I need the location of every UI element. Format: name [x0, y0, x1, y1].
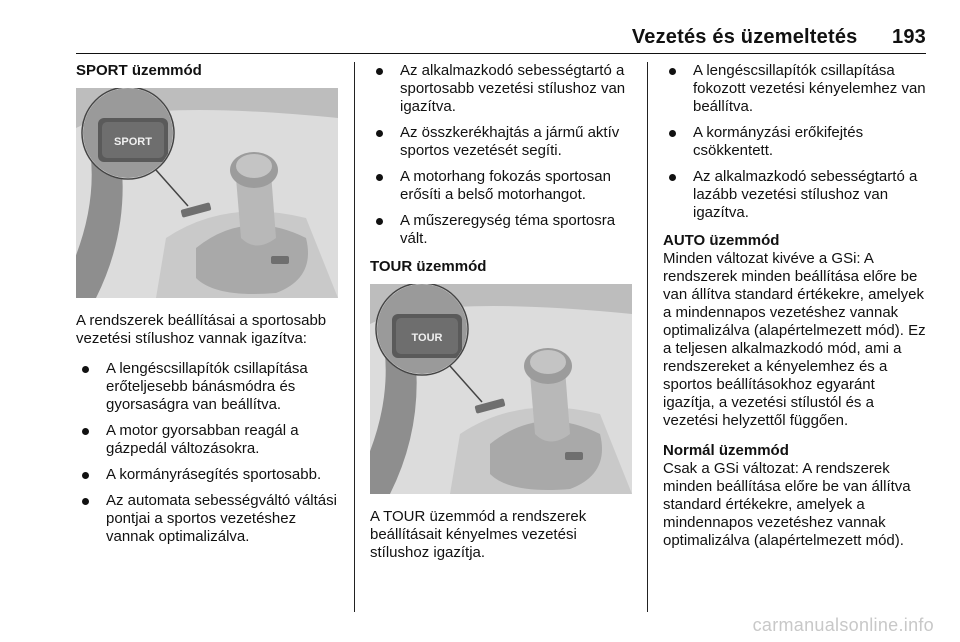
- sport-console-illustration: [76, 88, 338, 298]
- bullet-icon: [82, 498, 89, 505]
- watermark: carmanualsonline.info: [752, 615, 934, 635]
- normal-mode-text: Csak a GSi változat: A rendszerek minden beállítása előre be van állítva standard értékekre, amelyek a mindennapos vezetéshez vannak optimalizálva (alapértelmezett mód).: [663, 460, 911, 549]
- bullet-icon: [376, 174, 383, 181]
- section-title: Vezetés és üzemeltetés: [631, 26, 858, 48]
- bullet-icon: [376, 130, 383, 137]
- list-item: A motor gyorsabban reagál a gázpedál változásokra.: [76, 422, 342, 458]
- header-title-line: [632, 26, 926, 49]
- auto-mode-heading: AUTO üzemmód: [663, 232, 780, 249]
- page-number: 193: [892, 26, 926, 48]
- header-rule: [76, 53, 926, 54]
- sport-mode-heading: SPORT üzemmód: [76, 62, 202, 79]
- bullet-icon: [82, 472, 89, 479]
- bullet-icon: [669, 174, 676, 181]
- page-header: [76, 26, 926, 56]
- list-item: A lengéscsillapítók csillapítása fokozott vezetési kényelemhez van beállítva.: [663, 62, 929, 116]
- list-item: A műszeregység téma sportosra vált.: [370, 212, 636, 248]
- bullet-icon: [82, 366, 89, 373]
- bullet-icon: [669, 68, 676, 75]
- bullet-icon: [376, 218, 383, 225]
- bullet-icon: [669, 130, 676, 137]
- column-divider-2: [647, 62, 648, 612]
- tour-bullet-list: [663, 62, 929, 222]
- list-item: Az összkerékhajtás a jármű aktív sportos vezetését segíti.: [370, 124, 636, 160]
- list-item: A motorhang fokozás sportosan erősíti a belső motorhangot.: [370, 168, 636, 204]
- auto-mode-text: Minden változat kivéve a GSi: A rendszerek minden beállítása előre be van állítva standard értékekre, amelyek a mindennapos vezetéshez vannak optimalizálva (alapértelmezett mód). Ez a teljesen alkalmazkodó mód, ami a rendszereket a kényelemhez és a sportos beállításokhoz egyaránt igazítja, a vezetési stílustól és a vezetési helyzettől függően.: [663, 250, 926, 429]
- list-item: Az alkalmazkodó sebességtartó a sportosabb vezetési stílushoz van igazítva.: [370, 62, 636, 116]
- normal-mode-heading: Normál üzemmód: [663, 442, 789, 459]
- tour-button-label: TOUR: [411, 332, 443, 344]
- column-2: [370, 62, 636, 574]
- list-item: Az automata sebességváltó váltási pontjai a sportos vezetéshez vannak optimalizálva.: [76, 492, 342, 546]
- list-item: A kormányzási erőkifejtés csökkentett.: [663, 124, 929, 160]
- column-divider-1: [354, 62, 355, 612]
- tour-mode-figure: [370, 284, 632, 494]
- tour-text: A TOUR üzemmód a rendszerek beállításait kényelmes vezetési stílushoz igazítja.: [370, 508, 587, 561]
- tour-mode-heading: TOUR üzemmód: [370, 258, 487, 275]
- tour-console-illustration: [370, 284, 632, 494]
- column-3: [663, 62, 929, 562]
- column-1: [76, 62, 342, 556]
- list-item: Az alkalmazkodó sebességtartó a lazább vezetési stílushoz van igazítva.: [663, 168, 929, 222]
- bullet-icon: [376, 68, 383, 75]
- bullet-icon: [82, 428, 89, 435]
- sport-bullet-list-continued: [370, 62, 636, 248]
- sport-mode-figure: [76, 88, 338, 298]
- list-item: A lengéscsillapítók csillapítása erőteljesebb bánásmódra és gyorsaságra van beállítva.: [76, 360, 342, 414]
- sport-bullet-list: [76, 360, 342, 546]
- list-item: A kormányrásegítés sportosabb.: [76, 466, 342, 484]
- sport-intro: A rendszerek beállításai a sportosabb vezetési stílushoz vannak igazítva:: [76, 312, 327, 347]
- sport-button-label: SPORT: [114, 136, 152, 148]
